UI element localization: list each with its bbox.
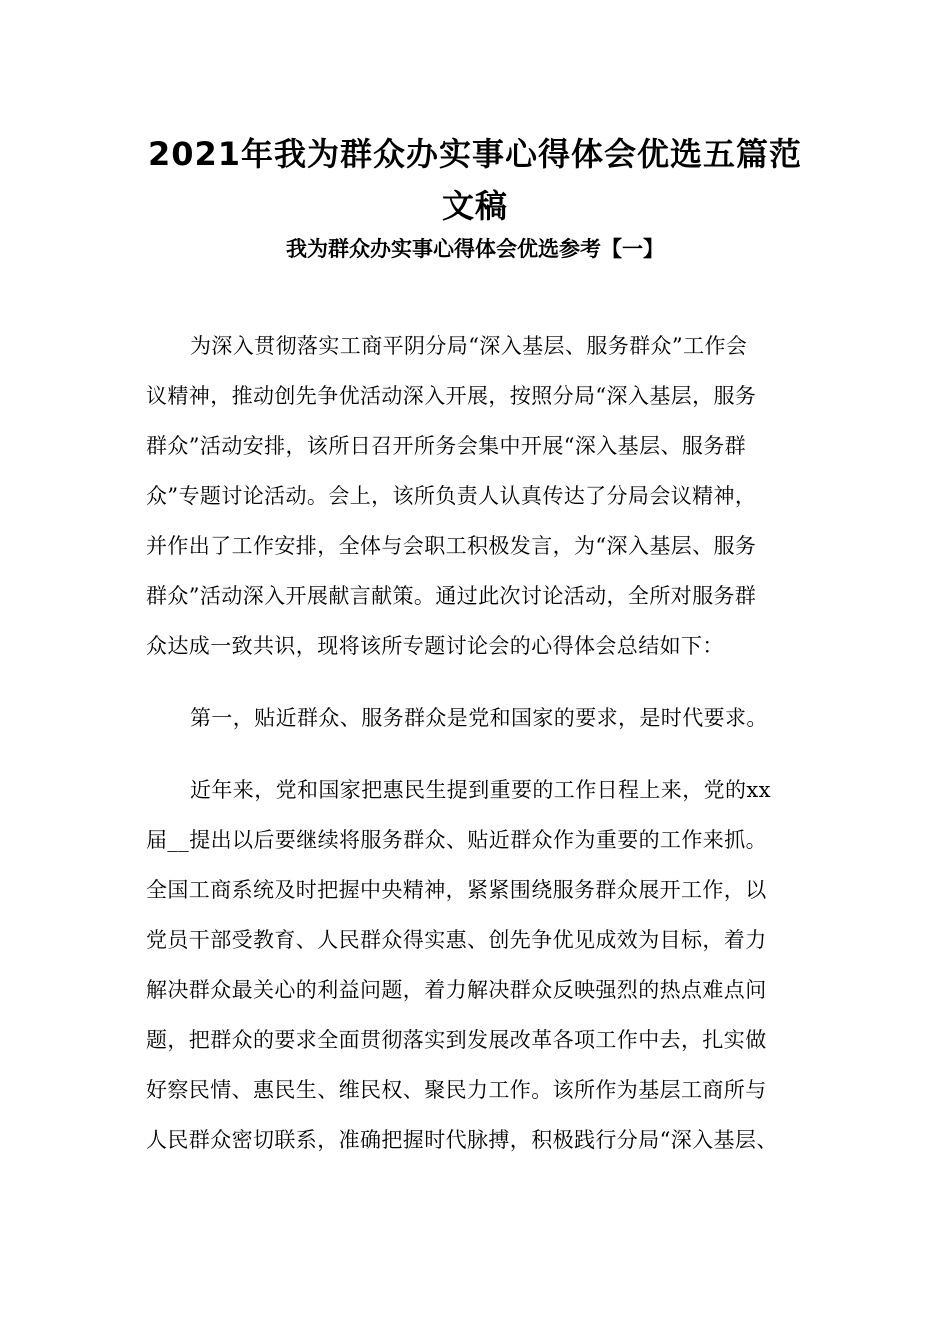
paragraph-3-line: 人民群众密切联系，准确把握时代脉搏，积极践行分局“深入基层、 <box>146 1128 778 1152</box>
paragraph-1-line: 众”专题讨论活动。会上，该所负责人认真传达了分局会议精神， <box>146 484 757 508</box>
paragraph-3-line: 近年来，党和国家把惠民生提到重要的工作日程上来，党的xx <box>190 778 771 802</box>
title-line-2: 文稿 <box>441 187 508 225</box>
paragraph-3-line: 解决群众最关心的利益问题，着力解决群众反映强烈的热点难点问 <box>146 978 767 1002</box>
paragraph-3-line: 好察民情、惠民生、维民权、聚民力工作。该所作为基层工商所与 <box>146 1078 767 1102</box>
paragraph-1-line: 议精神，推动创先争优活动深入开展，按照分局“深入基层，服务 <box>146 384 757 408</box>
paragraph-3-line: 党员干部受教育、人民群众得实惠、创先争优见成效为目标，着力 <box>146 928 767 952</box>
paragraph-2-line: 第一，贴近群众、服务群众是党和国家的要求，是时代要求。 <box>190 706 768 730</box>
paragraph-1-line: 并作出了工作安排，全体与会职工积极发言，为“深入基层、服务 <box>146 534 757 558</box>
section-subtitle: 我为群众办实事心得体会优选参考【一】 <box>286 237 664 261</box>
paragraph-1-line: 众达成一致共识，现将该所专题讨论会的心得体会总结如下： <box>146 634 724 658</box>
paragraph-3-line: 题，把群众的要求全面贯彻落实到发展改革各项工作中去，扎实做 <box>146 1028 767 1052</box>
paragraph-3-line: 届__提出以后要继续将服务群众、贴近群众作为重要的工作来抓。 <box>146 828 767 852</box>
paragraph-1-line: 群众”活动深入开展献言献策。通过此次讨论活动，全所对服务群 <box>146 584 757 608</box>
paragraph-3-line: 全国工商系统及时把握中央精神，紧紧围绕服务群众展开工作，以 <box>146 878 767 902</box>
document-title <box>140 128 810 232</box>
paragraph-1-line: 群众”活动安排，该所日召开所务会集中开展“深入基层、服务群 <box>146 434 747 458</box>
title-line-1: 2021年我为群众办实事心得体会优选五篇范 <box>147 135 803 173</box>
paragraph-1-line: 为深入贯彻落实工商平阴分局“深入基层、服务群众”工作会 <box>190 334 748 358</box>
